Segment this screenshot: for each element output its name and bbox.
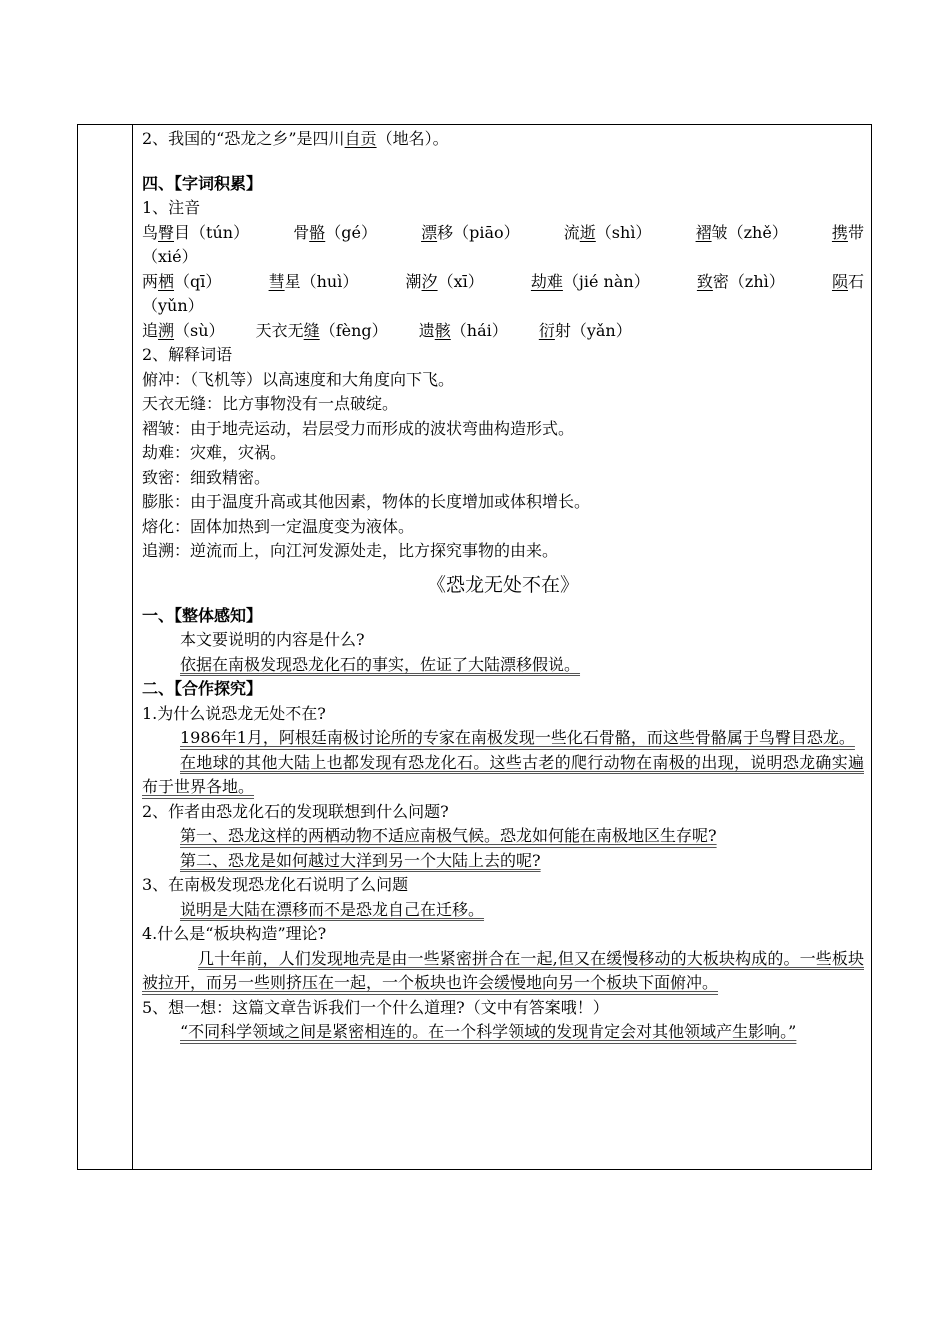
pinyin-word: 追溯（sù） [142, 320, 225, 340]
pinyin-word: 携带 [831, 222, 864, 242]
pinyin-word: 陨石 [831, 271, 864, 291]
cell-content [142, 127, 864, 1045]
answer: 第二、恐龙是如何越过大洋到另一个大陆上去的呢? [180, 850, 541, 870]
pinyin-word: 彗星（huì） [268, 271, 359, 291]
pinyin-word: 潮汐（xī） [405, 271, 484, 291]
definition-item: 追溯：逆流而上，向江河发源处走，比方探究事物的由来。 [142, 541, 559, 560]
question: 2、作者由恐龙化石的发现联想到什么问题? [142, 801, 449, 821]
definition-item: 褶皱：由于地壳运动，岩层受力而形成的波状弯曲构造形式。 [142, 418, 575, 438]
question: 3、在南极发现恐龙化石说明了么问题 [142, 875, 409, 894]
section-heading-vocab: 四、【字词积累】 [142, 173, 263, 193]
answer: 依据在南极发现恐龙化石的事实，佐证了大陆漂移假说。 [180, 654, 581, 674]
question: 本文要说明的内容是什么? [180, 630, 365, 649]
definition-item: 天衣无缝：比方事物没有一点破绽。 [142, 394, 399, 413]
answer: “不同科学领域之间是紧密相连的。在一个科学领域的发现肯定会对其他领域产生影响。” [180, 1022, 797, 1041]
question: 4.什么是“板块构造”理论? [142, 924, 327, 943]
pinyin-word: 鸟臀目（tún） [142, 222, 250, 242]
section-heading-overview: 一、【整体感知】 [142, 605, 263, 625]
answer: 1986年1月，阿根廷南极讨论所的专家在南极发现一些化石骨骼，而这些骨骼属于鸟臀目恐龙。 [180, 728, 855, 747]
pinyin-row-3 [142, 319, 864, 344]
lesson-title: 《恐龙无处不在》 [426, 573, 579, 596]
pinyin-word: 骨骼（gé） [293, 222, 377, 242]
definition-item: 致密：细致精密。 [142, 467, 271, 487]
place-name: 自贡 [344, 129, 377, 148]
pinyin-word: 流逝（shì） [563, 222, 652, 242]
definition-item: 熔化：固体加热到一定温度变为液体。 [142, 516, 415, 536]
pinyin-word: 致密（zhì） [696, 271, 785, 291]
pinyin-row-1 [142, 221, 864, 246]
question: 5、想一想：这篇文章告诉我们一个什么道理?（文中有答案哦！） [142, 997, 609, 1017]
pinyin-word: 衍射（yǎn） [538, 320, 632, 340]
pinyin-word: 天衣无缝（fèng） [255, 320, 388, 340]
pinyin-wrap: （xié） [142, 247, 198, 266]
column-divider [132, 124, 133, 1170]
pinyin-word: 褶皱（zhě） [695, 222, 788, 242]
pinyin-row-2 [142, 270, 864, 295]
pinyin-word: 漂移（piāo） [421, 222, 520, 242]
answer: 几十年前，人们发现地壳是由一些紧密拼合在一起,但又在缓慢移动的大板块构成的。一些板块被拉开，而另一些则挤压在一起，一个板块也许会缓慢地向另一个板块下面俯冲。 [142, 948, 864, 992]
pinyin-word: 两栖（qī） [142, 271, 222, 291]
pinyin-wrap: （yǔn） [142, 296, 204, 315]
place-item: 2、我国的“恐龙之乡”是四川自贡（地名）。 [142, 129, 449, 148]
subheading-pinyin: 1、注音 [142, 198, 201, 217]
question: 1.为什么说恐龙无处不在? [142, 703, 326, 723]
subheading-definitions: 2、解释词语 [142, 345, 233, 364]
definition-item: 劫难：灾难，灾祸。 [142, 443, 287, 462]
answer: 第一、恐龙这样的两栖动物不适应南极气候。恐龙如何能在南极地区生存呢? [180, 826, 717, 845]
pinyin-word: 劫难（jié nàn） [530, 271, 650, 291]
definition-item: 俯冲：（飞机等）以高速度和大角度向下飞。 [142, 369, 455, 389]
answer: 说明是大陆在漂移而不是恐龙自己在迁移。 [180, 899, 485, 919]
section-heading-explore: 二、【合作探究】 [142, 679, 263, 698]
pinyin-word: 遗骸（hái） [418, 320, 508, 340]
definition-item: 膨胀：由于温度升高或其他因素，物体的长度增加或体积增长。 [142, 492, 591, 511]
answer: 在地球的其他大陆上也都发现有恐龙化石。这些古老的爬行动物在南极的出现，说明恐龙确实遍布于世界各地。 [142, 752, 864, 796]
